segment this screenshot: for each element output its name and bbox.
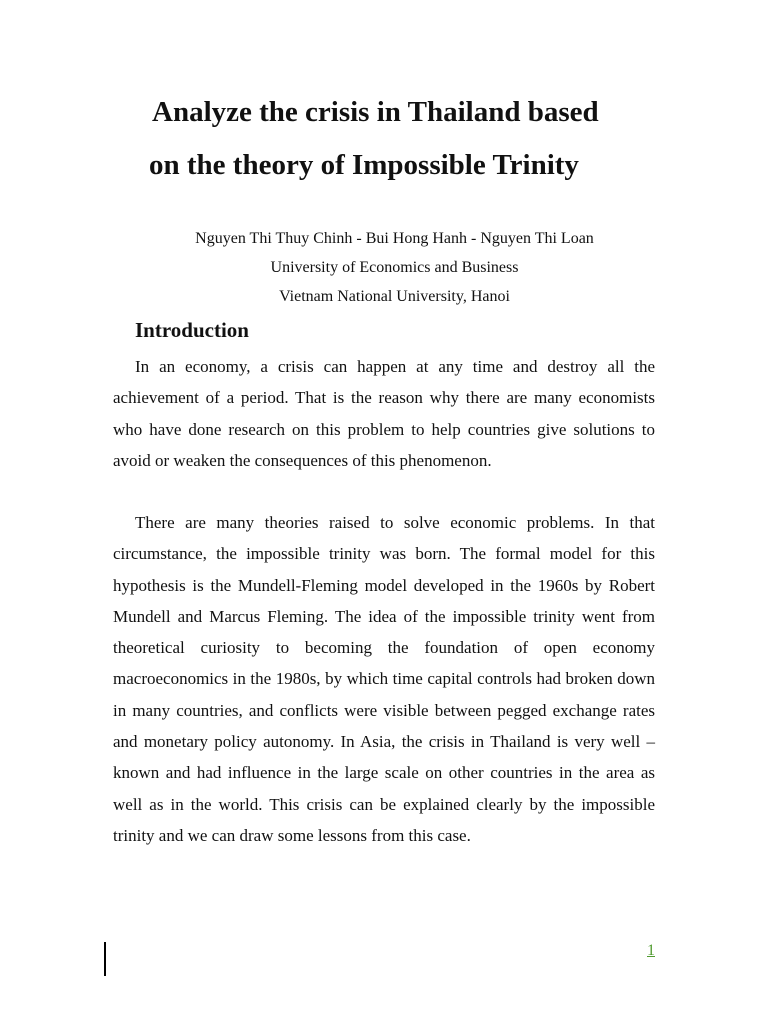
title-line-1: Analyze the crisis in Thailand based [152,96,599,128]
title-line-2: on the theory of Impossible Trinity [149,149,579,181]
body-paragraph-1: In an economy, a crisis can happen at any time and destroy all the achievement of a period. That is the reason why there are many economists who have done research on this problem to help countries give solutions to avoid or weaken the consequences of this phenomenon. [113,357,655,470]
author-list: Nguyen Thi Thuy Chinh - Bui Hong Hanh - Nguyen Thi Loan [195,230,594,247]
margin-rule [104,942,106,976]
body-paragraph-2: There are many theories raised to solve economic problems. In that circumstance, the impossible trinity was born. The formal model for this hypothesis is the Mundell-Fleming model developed in the 1960s by Robert Mundell and Marcus Fleming. The idea of the impossible trinity went from theoretical curiosity to becoming the foundation of open economy macroeconomics in the 1980s, by which time capital controls had broken down in many countries, and conflicts were visible between pegged exchange rates and monetary policy autonomy. In Asia, the crisis in Thailand is very well – known and had influence in the large scale on other countries in the area as well as in the world. This crisis can be explained clearly by the impossible trinity and we can draw some lessons from this case. [113,513,655,845]
page-number: 1 [647,942,655,959]
affiliation-institution: Vietnam National University, Hanoi [279,288,510,305]
section-heading-introduction: Introduction [135,318,249,342]
affiliation-university: University of Economics and Business [270,259,519,276]
